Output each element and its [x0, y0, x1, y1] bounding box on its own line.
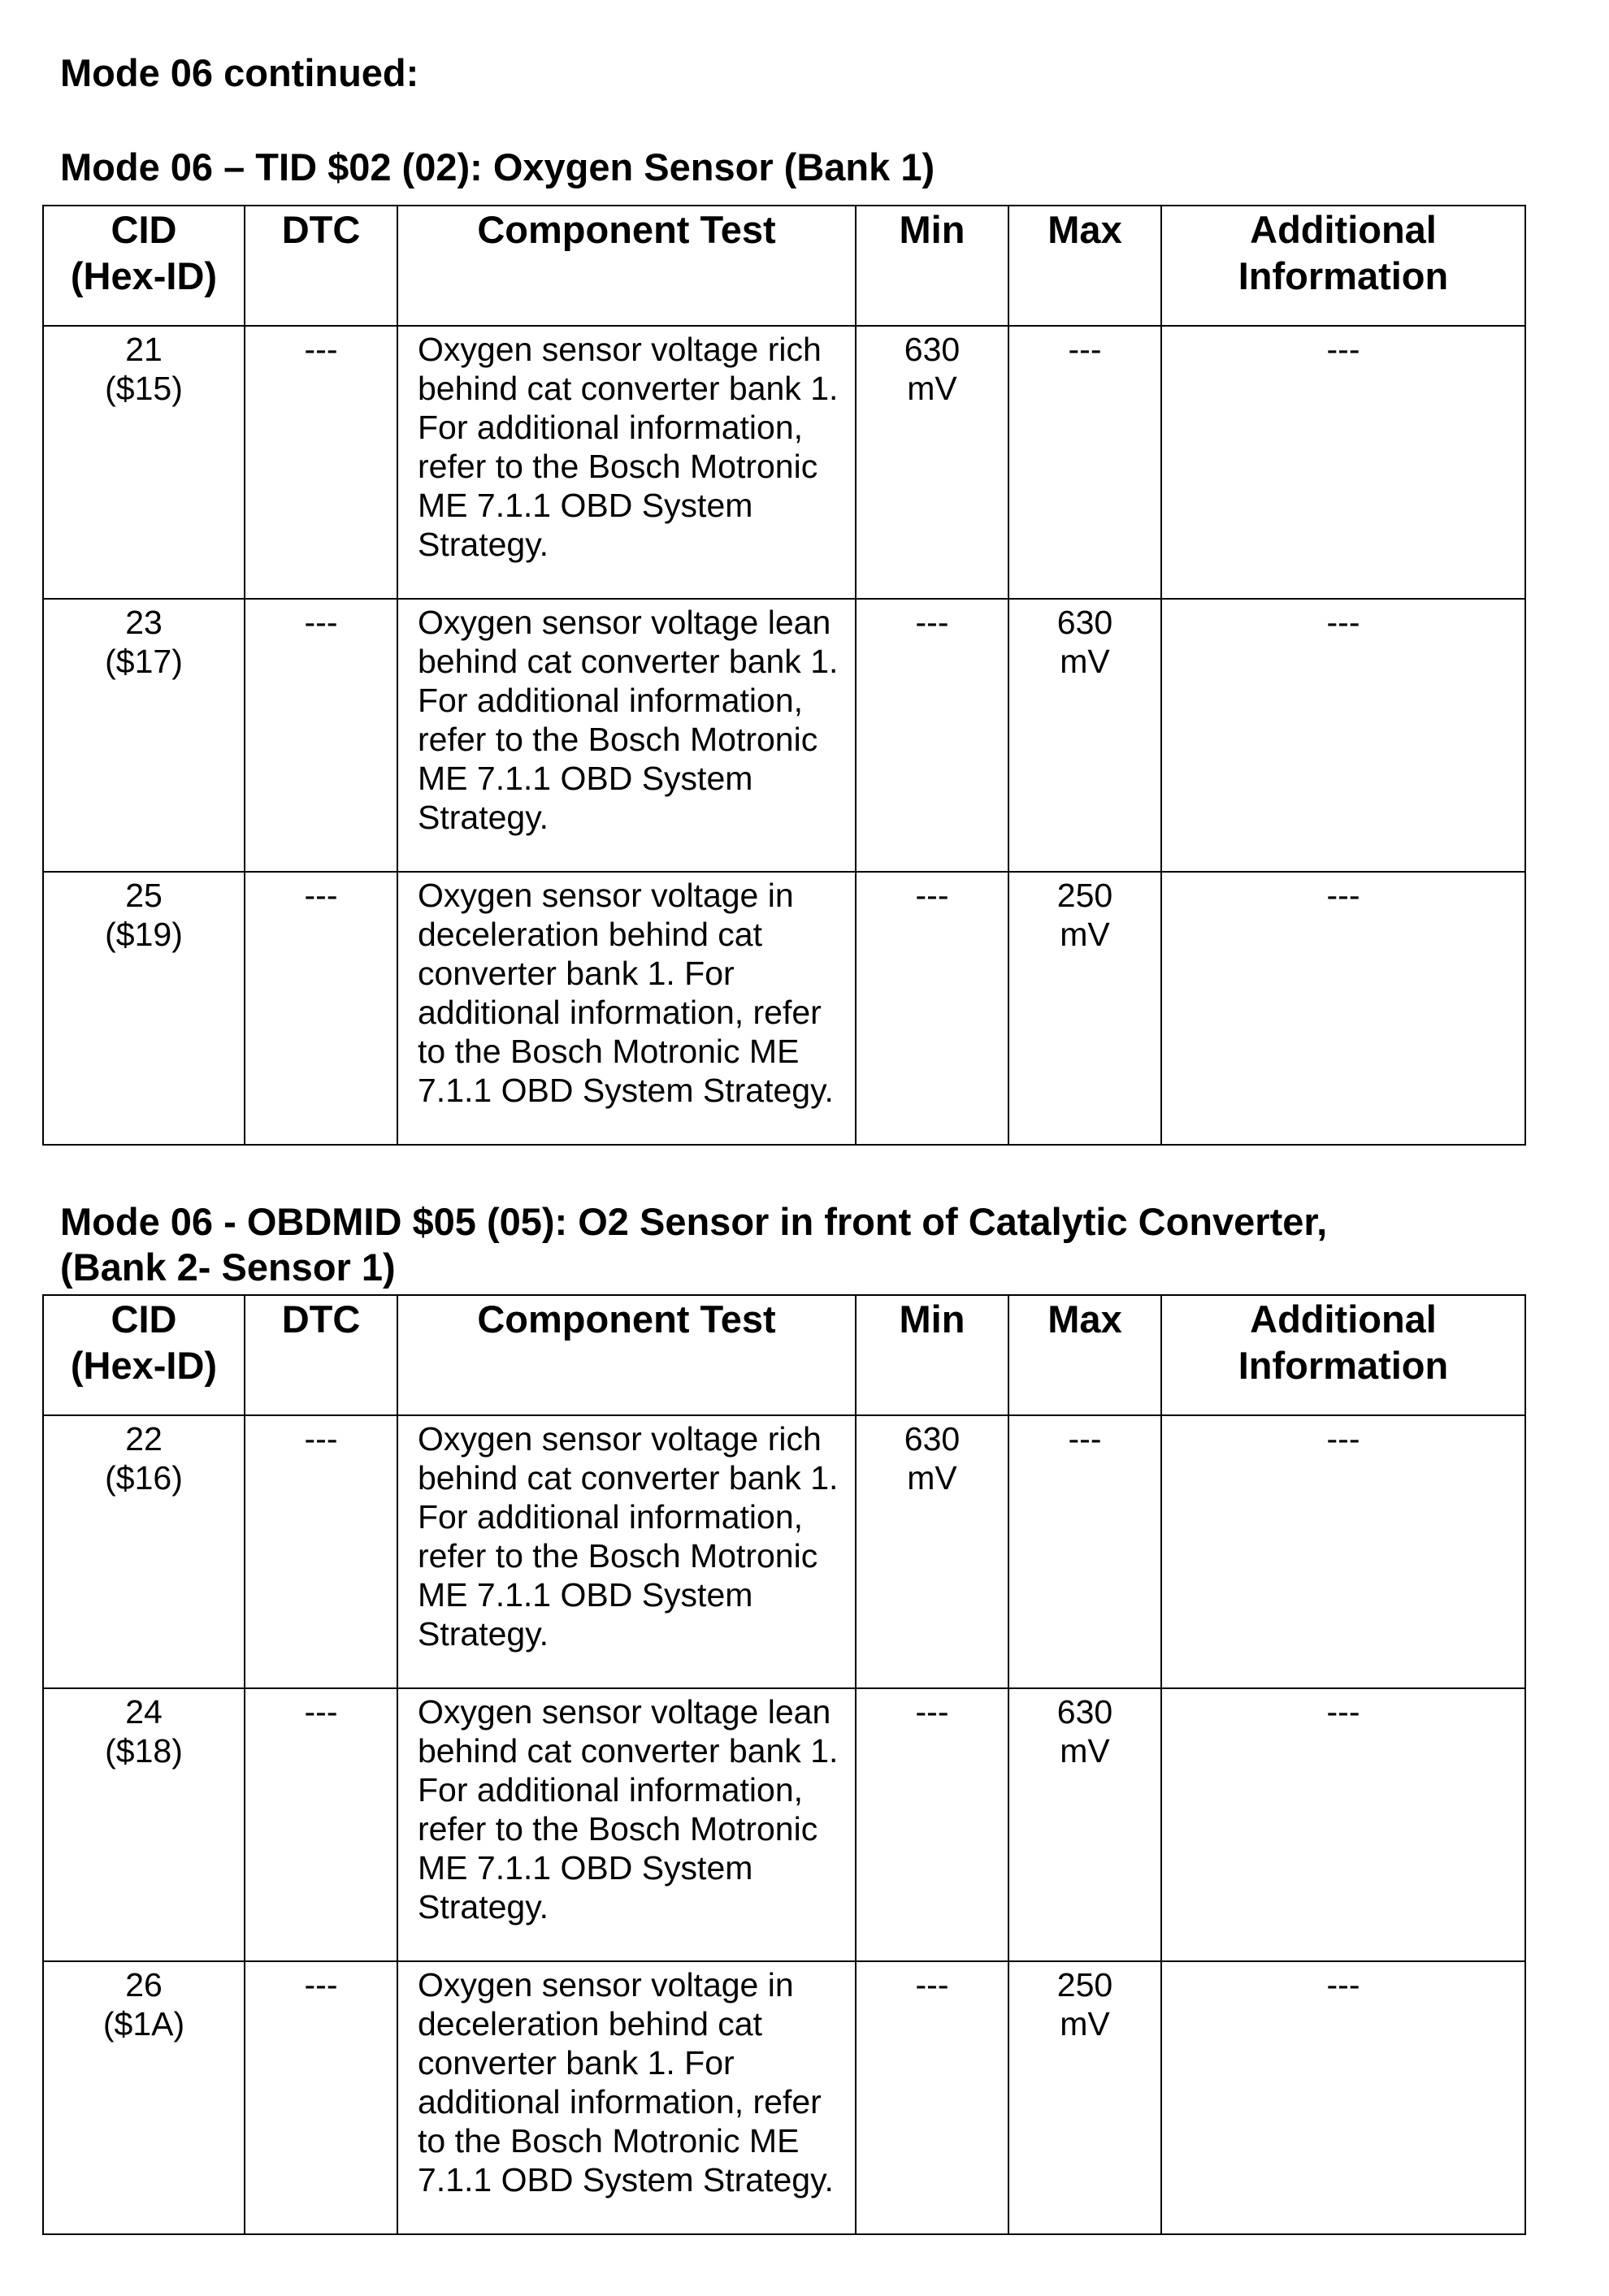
dtc-cell — [245, 1688, 397, 1961]
hex-id-value: ($18) — [105, 1732, 183, 1770]
dtc-cell — [245, 1415, 397, 1688]
min-value: 630 — [904, 331, 961, 368]
component-test-cell — [397, 1688, 856, 1961]
cid-value: 21 — [125, 331, 163, 368]
min-cell — [856, 872, 1008, 1145]
component-test-text: Oxygen sensor voltage rich behind cat converter bank 1. For additional information, refer to the Bosch Motronic ME 7.1.1 OBD System Strategy. — [418, 1420, 839, 1653]
min-cell — [856, 1688, 1008, 1961]
dtc-value: --- — [304, 331, 338, 368]
cid-value: 24 — [125, 1693, 163, 1731]
min-value: 630 — [904, 1420, 961, 1458]
header-information-label: Information — [1238, 254, 1449, 297]
table-row — [43, 1415, 1525, 1688]
column-header-additional-information — [1161, 1295, 1525, 1415]
min-cell — [856, 1415, 1008, 1688]
max-value: --- — [1068, 331, 1102, 368]
header-cid-label: CID — [111, 1297, 177, 1341]
additional-information-value: --- — [1326, 1420, 1360, 1458]
max-cell — [1008, 326, 1161, 599]
min-cell — [856, 1961, 1008, 2234]
hex-id-value: ($16) — [105, 1459, 183, 1497]
column-header-max: Max — [1008, 1295, 1161, 1415]
cid-cell — [43, 1688, 245, 1961]
dtc-value: --- — [304, 604, 338, 641]
section-title-line: (Bank 2- Sensor 1) — [60, 1245, 396, 1289]
cid-cell — [43, 872, 245, 1145]
max-cell — [1008, 1415, 1161, 1688]
table-row — [43, 326, 1525, 599]
dtc-value: --- — [304, 877, 338, 914]
component-test-cell — [397, 1961, 856, 2234]
table-header-row — [43, 206, 1525, 326]
max-unit: mV — [1060, 916, 1110, 953]
max-value: --- — [1068, 1420, 1102, 1458]
table-row — [43, 872, 1525, 1145]
column-header-component-test: Component Test — [397, 206, 856, 326]
additional-information-cell — [1161, 1688, 1525, 1961]
cid-value: 22 — [125, 1420, 163, 1458]
hex-id-value: ($1A) — [102, 2005, 185, 2043]
table-header-row — [43, 1295, 1525, 1415]
min-value: --- — [915, 1693, 949, 1731]
min-value: --- — [915, 877, 949, 914]
dtc-cell — [245, 326, 397, 599]
dtc-value: --- — [304, 1966, 338, 2004]
header-additional-label: Additional — [1250, 1297, 1437, 1341]
additional-information-value: --- — [1326, 1693, 1360, 1731]
table-row — [43, 1961, 1525, 2234]
cid-cell — [43, 1961, 245, 2234]
hex-id-value: ($17) — [105, 643, 183, 680]
column-header-min: Min — [856, 1295, 1008, 1415]
section-title-obdmid-05 — [60, 1199, 1327, 1290]
additional-information-cell — [1161, 1961, 1525, 2234]
dtc-value: --- — [304, 1693, 338, 1731]
dtc-value: --- — [304, 1420, 338, 1458]
component-test-text: Oxygen sensor voltage lean behind cat converter bank 1. For additional information, refer to the Bosch Motronic ME 7.1.1 OBD System Strategy. — [418, 1693, 839, 1926]
min-unit: mV — [907, 370, 957, 407]
column-header-max: Max — [1008, 206, 1161, 326]
cid-cell — [43, 599, 245, 872]
additional-information-value: --- — [1326, 877, 1360, 914]
additional-information-cell — [1161, 872, 1525, 1145]
column-header-cid — [43, 1295, 245, 1415]
cid-cell — [43, 1415, 245, 1688]
max-value: 630 — [1056, 604, 1113, 641]
max-unit: mV — [1060, 2005, 1110, 2043]
min-value: --- — [915, 1966, 949, 2004]
additional-information-cell — [1161, 326, 1525, 599]
header-cid-label: CID — [111, 208, 177, 251]
cid-value: 25 — [125, 877, 163, 914]
hex-id-value: ($19) — [105, 916, 183, 953]
table-row — [43, 1688, 1525, 1961]
component-test-text: Oxygen sensor voltage lean behind cat converter bank 1. For additional information, refer to the Bosch Motronic ME 7.1.1 OBD System Strategy. — [418, 604, 839, 836]
component-test-text: Oxygen sensor voltage in deceleration behind cat converter bank 1. For additional information, refer to the Bosch Motronic ME 7.1.1 OBD System Strategy. — [418, 1966, 834, 2199]
column-header-component-test: Component Test — [397, 1295, 856, 1415]
additional-information-value: --- — [1326, 331, 1360, 368]
cid-value: 23 — [125, 604, 163, 641]
section-title-line: Mode 06 – TID $02 (02): Oxygen Sensor (Bank 1) — [60, 145, 935, 188]
max-cell — [1008, 1961, 1161, 2234]
additional-information-value: --- — [1326, 1966, 1360, 2004]
additional-information-cell — [1161, 599, 1525, 872]
min-value: --- — [915, 604, 949, 641]
dtc-cell — [245, 599, 397, 872]
column-header-additional-information — [1161, 206, 1525, 326]
min-cell — [856, 326, 1008, 599]
cid-cell — [43, 326, 245, 599]
header-information-label: Information — [1238, 1344, 1449, 1387]
component-test-cell — [397, 326, 856, 599]
dtc-cell — [245, 1961, 397, 2234]
additional-information-cell — [1161, 1415, 1525, 1688]
max-unit: mV — [1060, 1732, 1110, 1770]
max-value: 250 — [1056, 1966, 1113, 2004]
cid-value: 26 — [125, 1966, 163, 2004]
column-header-min: Min — [856, 206, 1008, 326]
component-test-table-obdmid-05 — [42, 1294, 1526, 2235]
max-value: 250 — [1056, 877, 1113, 914]
column-header-dtc: DTC — [245, 1295, 397, 1415]
header-additional-label: Additional — [1250, 208, 1437, 251]
component-test-cell — [397, 1415, 856, 1688]
component-test-text: Oxygen sensor voltage rich behind cat converter bank 1. For additional information, refer to the Bosch Motronic ME 7.1.1 OBD System Strategy. — [418, 331, 839, 563]
max-cell — [1008, 872, 1161, 1145]
max-cell — [1008, 1688, 1161, 1961]
component-test-table-tid-02 — [42, 205, 1526, 1146]
header-hex-id-label: (Hex-ID) — [70, 254, 218, 297]
dtc-cell — [245, 872, 397, 1145]
component-test-cell — [397, 599, 856, 872]
min-cell — [856, 599, 1008, 872]
section-title-tid-02 — [60, 145, 935, 190]
section-title-line: Mode 06 - OBDMID $05 (05): O2 Sensor in front of Catalytic Converter, — [60, 1200, 1328, 1243]
header-hex-id-label: (Hex-ID) — [70, 1344, 218, 1387]
page-heading: Mode 06 continued: — [60, 51, 419, 94]
max-value: 630 — [1056, 1693, 1113, 1731]
table-row — [43, 599, 1525, 872]
min-unit: mV — [907, 1459, 957, 1497]
column-header-cid — [43, 206, 245, 326]
additional-information-value: --- — [1326, 604, 1360, 641]
max-unit: mV — [1060, 643, 1110, 680]
component-test-cell — [397, 872, 856, 1145]
column-header-dtc: DTC — [245, 206, 397, 326]
component-test-text: Oxygen sensor voltage in deceleration behind cat converter bank 1. For additional information, refer to the Bosch Motronic ME 7.1.1 OBD System Strategy. — [418, 877, 834, 1109]
hex-id-value: ($15) — [105, 370, 183, 407]
max-cell — [1008, 599, 1161, 872]
